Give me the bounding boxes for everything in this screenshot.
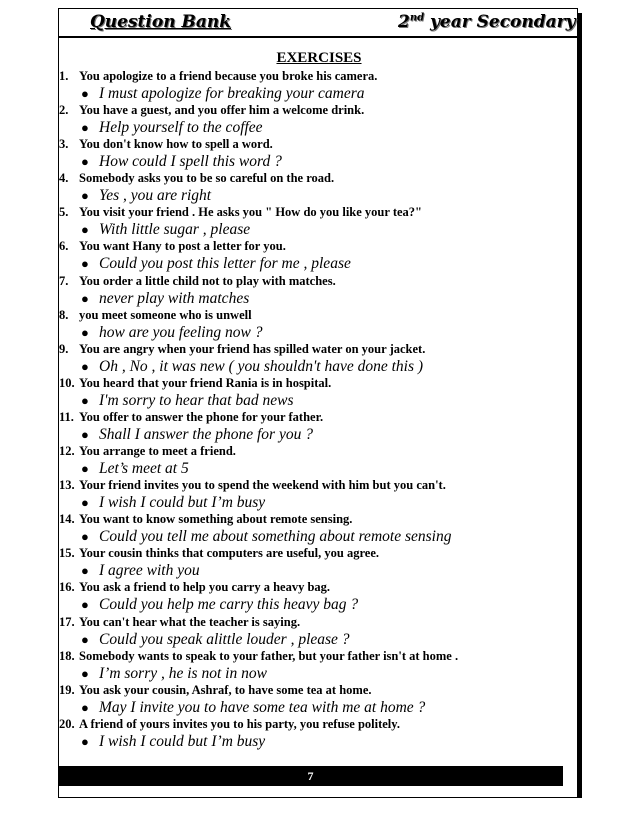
exercise-question [59,375,579,392]
exercise-answer [59,221,579,238]
question-text: You don't know how to spell a word. [79,137,273,152]
bullet-icon: ● [81,631,89,647]
page-footer [58,766,563,786]
answer-text: Could you post this letter for me , please [99,255,351,273]
exercise-number: 1. [59,69,69,83]
bullet-icon: ● [81,495,89,511]
answer-text: Could you help me carry this heavy bag ? [99,596,359,614]
exercise-answer [59,119,579,136]
answer-text: Shall I answer the phone for you ? [99,425,313,443]
bullet-icon: ● [81,733,89,749]
question-text: You want Hany to post a letter for you. [79,239,286,254]
exercise-question [59,102,579,119]
exercise-answer [59,324,579,341]
exercise-number: 16. [59,580,75,595]
exercise-number: 12. [59,444,75,459]
question-text: Your friend invites you to spend the weekend with him but you can't. [79,478,446,493]
question-text: A friend of yours invites you to his party, you refuse politely. [79,716,400,731]
answer-text: Yes , you are right [99,187,212,205]
header-left-title: Question Bank [90,12,232,32]
answer-text: never play with matches [99,289,250,307]
exercise-number: 3. [59,137,69,152]
question-text: You ask a friend to help you carry a heavy bag. [79,580,331,595]
page-title: EXERCISES [276,50,362,66]
exercise-answer [59,358,579,375]
exercise-number: 14. [59,512,75,527]
exercise-number: 2. [59,103,69,118]
answer-text: I must apologize for breaking your camera [99,85,365,102]
bullet-icon: ● [81,290,89,306]
exercise-question [59,648,579,665]
bullet-icon: ● [81,597,89,613]
exercise-number: 8. [59,307,69,322]
question-text: You order a little child not to play with matches. [79,273,336,288]
exercise-answer [59,596,579,613]
header-grade-rest: year Secondary [424,12,576,32]
exercise-number: 17. [59,614,75,629]
bullet-icon: ● [81,324,89,340]
bullet-icon: ● [81,154,89,170]
answer-text: Help yourself to the coffee [99,119,263,137]
exercise-number: 20. [59,716,75,731]
exercise-number: 4. [59,171,69,186]
answer-text: how are you feeling now ? [99,323,263,341]
exercise-question [59,204,579,221]
answer-text: I wish I could but I’m busy [99,494,266,512]
exercise-answer [59,426,579,443]
exercise-question [59,716,579,733]
bullet-icon: ● [81,188,89,204]
exercise-answer [59,665,579,682]
exercise-question [59,545,579,562]
exercise-number: 19. [59,682,75,697]
bullet-icon: ● [81,665,89,681]
exercise-question [59,170,579,187]
answer-text: I’m sorry , he is not in now [99,664,267,682]
exercise-number: 15. [59,546,75,561]
bullet-icon: ● [81,358,89,374]
exercise-number: 5. [59,205,69,220]
question-text: you meet someone who is unwell [79,307,252,322]
bullet-icon: ● [81,120,89,136]
exercise-answer [59,85,579,102]
question-text: You heard that your friend Rania is in hospital. [79,375,332,390]
exercise-answer [59,528,579,545]
bullet-icon: ● [81,256,89,272]
header-grade-suffix: nd [409,12,425,24]
page-header [58,8,578,38]
bullet-icon: ● [81,86,89,101]
exercise-number: 11. [59,409,74,424]
exercise-answer [59,733,579,750]
question-text: Your cousin thinks that computers are useful, you agree. [79,546,380,561]
exercise-answer [59,392,579,409]
question-text: You want to know something about remote sensing. [79,512,353,527]
exercise-number: 9. [59,341,69,356]
exercise-answer [59,631,579,648]
exercise-answer [59,460,579,477]
question-text: You are angry when your friend has spilled water on your jacket. [79,341,426,356]
header-grade-number: 2 [398,12,410,32]
question-text: You offer to answer the phone for your father. [79,409,324,424]
bullet-icon: ● [81,529,89,545]
exercise-answer [59,699,579,716]
question-text: You ask your cousin, Ashraf, to have some tea at home. [79,682,372,697]
exercise-question [59,273,579,290]
answer-text: May I invite you to have some tea with me at home ? [99,698,426,716]
exercise-question [59,68,579,85]
answer-text: Let’s meet at 5 [99,460,189,478]
exercise-answer [59,494,579,511]
question-text: You arrange to meet a friend. [79,444,236,459]
answer-text: I'm sorry to hear that bad news [99,391,294,409]
exercise-question [59,477,579,494]
answer-text: How could I spell this word ? [99,153,282,171]
answer-text: I agree with you [99,562,200,580]
exercise-answer [59,255,579,272]
question-text: You apologize to a friend because you broke his camera. [79,69,378,83]
answer-text: I wish I could but I’m busy [99,732,266,750]
bullet-icon: ● [81,699,89,715]
question-text: Somebody asks you to be so careful on the road. [79,171,335,186]
exercise-number: 6. [59,239,69,254]
exercise-number: 13. [59,478,75,493]
exercise-question [59,307,579,324]
answer-text: Could you tell me about something about remote sensing [99,528,452,546]
question-text: You can't hear what the teacher is saying. [79,614,301,629]
exercise-answer [59,187,579,204]
exercise-question [59,341,579,358]
exercise-number: 18. [59,648,75,663]
exercise-number: 10. [59,375,75,390]
header-right-title [398,12,576,32]
question-text: You have a guest, and you offer him a welcome drink. [79,103,365,118]
exercise-question [59,682,579,699]
bullet-icon: ● [81,563,89,579]
answer-text: Oh , No , it was new ( you shouldn't have done this ) [99,357,424,375]
exercise-question [59,614,579,631]
page-number: 7 [307,769,314,783]
bullet-icon: ● [81,426,89,442]
exercise-answer [59,290,579,307]
exercise-question [59,409,579,426]
bullet-icon: ● [81,392,89,408]
exercise-answer [59,562,579,579]
question-text: Somebody wants to speak to your father, but your father isn't at home . [79,648,459,663]
exercise-answer [59,153,579,170]
question-text: You visit your friend . He asks you " How do you like your tea?" [79,205,422,220]
exercise-question [59,136,579,153]
exercise-question [59,511,579,528]
answer-text: Could you speak alittle louder , please ? [99,630,350,648]
exercise-question [59,238,579,255]
answer-text: With little sugar , please [99,221,251,239]
exercise-list [59,68,579,750]
bullet-icon: ● [81,461,89,477]
exercise-question [59,579,579,596]
bullet-icon: ● [81,222,89,238]
exercise-question [59,443,579,460]
exercise-number: 7. [59,273,69,288]
